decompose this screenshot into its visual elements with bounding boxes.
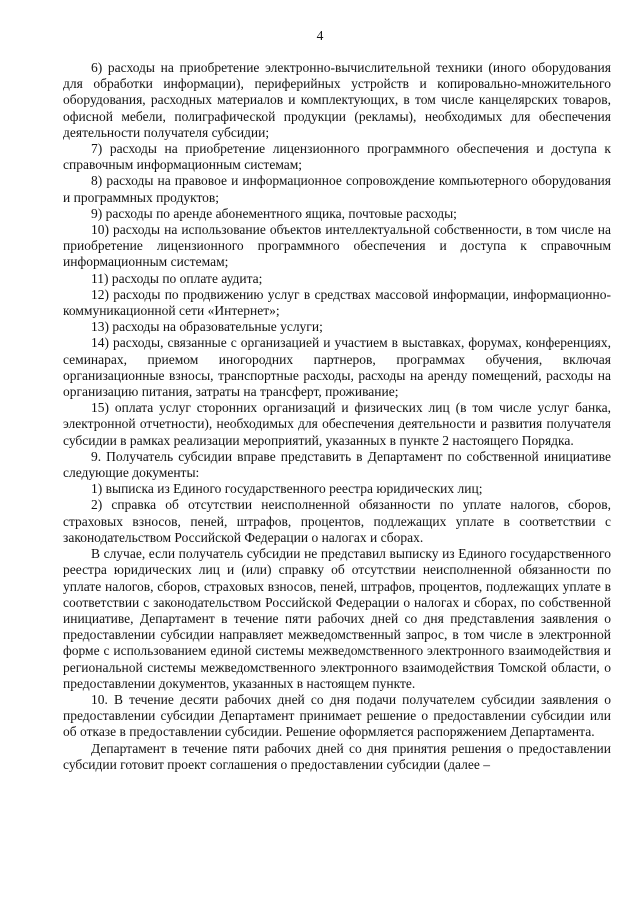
paragraph-item-6: 6) расходы на приобретение электронно-вычислительной техники (иного оборудования для обработки информации), периферийных устройств и копировально-множительного оборудования, расходных материалов и комплектующих, в том числе канцелярских товаров, офисной мебели, полиграфической продукции (рекламы), необходимых для обеспечения деятельности получателя субсидии; — [63, 60, 611, 140]
paragraph-clause-9-note: В случае, если получатель субсидии не представил выписку из Единого государственного реестра юридических лиц и (или) справку об отсутствии неисполненной обязанности по уплате налогов, сборов, страховых взносов, пеней, штрафов, процентов, подлежащих уплате в соответствии с законодательством Российской Федерации о налогах и сборах, по собственной инициативе, Департамент в течение пяти рабочих дней со дня представления заявления о предоставлении субсидии направляет межведомственный запрос, в том числе в электронной форме с использованием единой системы межведомственного электронного взаимодействия и региональной системы межведомственного электронного взаимодействия Томской области, о предоставлении документов, указанных в настоящем пункте. — [63, 546, 611, 691]
paragraph-clause-10-continued: Департамент в течение пяти рабочих дней со дня принятия решения о предоставлении субсидии готовит проект соглашения о предоставлении субсидии (далее – — [63, 740, 611, 772]
page-number: 4 — [316, 28, 324, 43]
paragraph-item-8: 8) расходы на правовое и информационное сопровождение компьютерного оборудования и программных продуктов; — [63, 173, 611, 205]
paragraph-item-13: 13) расходы на образовательные услуги; — [91, 319, 323, 335]
paragraph-item-7: 7) расходы на приобретение лицензионного программного обеспечения и доступа к справочным информационным системам; — [63, 141, 611, 173]
paragraph-clause-9: 9. Получатель субсидии вправе представить в Департамент по собственной инициативе следующие документы: — [63, 448, 611, 481]
paragraph-item-10: 10) расходы на использование объектов интеллектуальной собственности, в том числе на приобретение лицензионного программного обеспечения и доступа к справочным информационным системам; — [63, 222, 611, 270]
paragraph-item-11: 11) расходы по оплате аудита; — [91, 270, 263, 286]
paragraph-item-12: 12) расходы по продвижению услуг в средствах массовой информации, информационно-коммуникационной сети «Интернет»; — [63, 286, 611, 319]
paragraph-clause-9-item-2: 2) справка об отсутствии неисполненной обязанности по уплате налогов, сборов, страховых взносов, пеней, штрафов, процентов, подлежащих уплате в соответствии с законодательством Российской Федерации о налогах и сборах. — [63, 497, 611, 545]
paragraph-clause-10: 10. В течение десяти рабочих дней со дня подачи получателем субсидии заявления о предоставлении субсидии Департамент принимает решение о предоставлении субсидии или об отказе в предоставлении субсидии. Решение оформляется распоряжением Департамента. — [63, 691, 611, 740]
paragraph-item-9: 9) расходы по аренде абонементного ящика, почтовые расходы; — [91, 205, 457, 221]
paragraph-clause-9-item-1: 1) выписка из Единого государственного реестра юридических лиц; — [91, 481, 483, 497]
paragraph-item-14: 14) расходы, связанные с организацией и участием в выставках, форумах, конференциях, семинарах, приемом иногородних партнеров, программах обучения, включая организационные взносы, транспортные расходы, расходы на аренду помещений, расходы на организацию питания, затраты на трансферт, проживание; — [63, 335, 611, 400]
paragraph-item-15: 15) оплата услуг сторонних организаций и физических лиц (в том числе услуг банка, электронной отчетности), необходимых для обеспечения деятельности и развития получателя субсидии в рамках реализации мероприятий, указанных в пункте 2 настоящего Порядка. — [63, 400, 611, 448]
document-body — [63, 60, 611, 773]
